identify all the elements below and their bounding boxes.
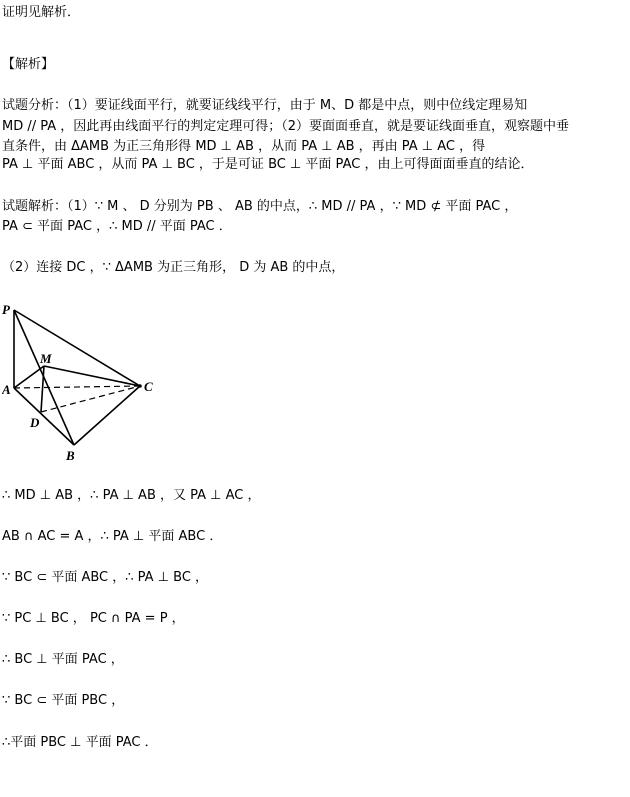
step-line: ∴ BC ⊥ 平面 PAC ，: [2, 652, 124, 667]
solution-part2-intro: （2）连接 DC ，∵ ΔAMB 为正三角形， D 为 AB 的中点，: [2, 260, 345, 275]
edge-ac-dashed: [14, 386, 140, 388]
step-line: ∵ BC ⊂ 平面 ABC ，∴ PA ⊥ BC ，: [2, 570, 209, 585]
label-p: P: [2, 302, 10, 317]
label-a: A: [2, 382, 11, 397]
step-line: AB ∩ AC = A ，∴ PA ⊥ 平面 ABC ．: [2, 529, 223, 544]
label-m: M: [40, 351, 52, 366]
solution-line: PA ⊂ 平面 PAC ，∴ MD // 平面 PAC ．: [2, 219, 232, 234]
analysis-line: PA ⊥ 平面 ABC ，从而 PA ⊥ BC ，于是可证 BC ⊥ 平面 PAC ，由上可得面面垂直的结论．: [2, 157, 534, 172]
step-line: ∵ PC ⊥ BC ， PC ∩ PA = P ，: [2, 611, 185, 626]
step-line: ∴ MD ⊥ AB ，∴ PA ⊥ AB ，又 PA ⊥ AC ，: [2, 488, 261, 503]
analysis-line: MD // PA ，因此再由线面平行的判定定理可得；（2）要面面垂直，就是要证线面垂直，观察题中垂: [2, 119, 570, 134]
edge-mc: [44, 366, 140, 386]
label-b: B: [66, 448, 75, 463]
section-title: 【解析】: [2, 57, 55, 72]
label-c: C: [144, 379, 153, 394]
answer-line: 证明见解析．: [2, 5, 81, 20]
solution-line: 试题解析：（1）∵ M 、 D 分别为 PB 、 AB 的中点，∴ MD // PA ，∵ MD ⊄ 平面 PAC ，: [2, 199, 518, 214]
edge-bc: [74, 386, 140, 445]
geometry-figure: [2, 300, 162, 466]
edge-am: [14, 366, 44, 388]
analysis-line: 直条件，由 ΔAMB 为正三角形得 MD ⊥ AB ，从而 PA ⊥ AB ，再由 PA ⊥ AC ，得: [2, 139, 486, 154]
step-line: ∴平面 PBC ⊥ 平面 PAC ．: [2, 735, 158, 750]
edge-ab: [14, 388, 74, 445]
step-line: ∵ BC ⊂ 平面 PBC ，: [2, 693, 125, 708]
analysis-line: 试题分析：（1）要证线面平行，就要证线线平行，由于 M、D 都是中点，则中位线定理易知: [2, 98, 528, 113]
tetrahedron-diagram: [2, 300, 162, 466]
label-d: D: [30, 415, 40, 430]
